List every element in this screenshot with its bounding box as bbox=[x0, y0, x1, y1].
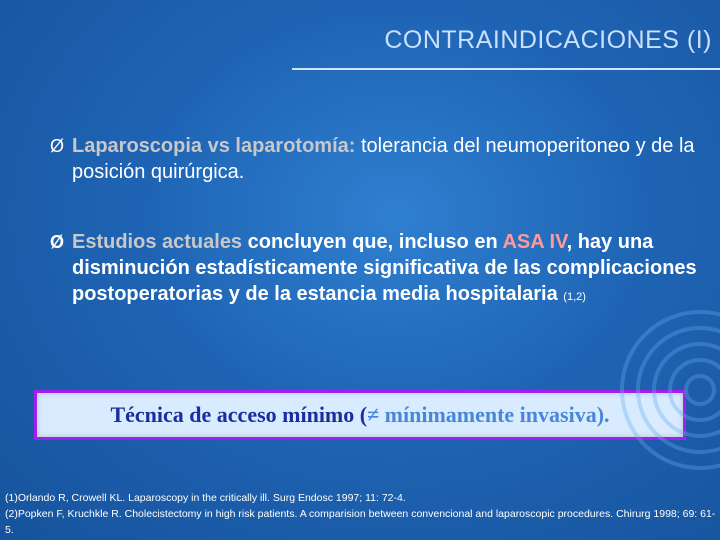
ripple-decoration-icon bbox=[580, 310, 720, 470]
callout-text-1: Técnica de acceso mínimo ( bbox=[110, 402, 368, 427]
bullet-2-body-1: concluyen que, incluso en bbox=[242, 231, 503, 253]
arrow-bullet-icon: Ø bbox=[50, 232, 65, 252]
bullet-item-1 bbox=[50, 133, 700, 185]
bullet-2-body-2: , hay una disminución estadísticamente significativa de las complicaciones postoperatorias y de la estancia media hospitalaria bbox=[72, 231, 697, 305]
bullet-2-citation: (1,2) bbox=[563, 291, 586, 303]
bullet-2-highlight-asa: ASA IV bbox=[502, 231, 567, 253]
bullet-text-2 bbox=[72, 229, 700, 310]
bullet-item-2 bbox=[50, 229, 700, 310]
references bbox=[5, 490, 717, 538]
bullet-text-1 bbox=[72, 133, 700, 185]
slide-title: CONTRAINDICACIONES (I) bbox=[384, 26, 712, 54]
bullet-2-highlight-1: Estudios actuales bbox=[72, 231, 243, 253]
arrow-bullet-icon: Ø bbox=[50, 136, 65, 156]
bullet-1-highlight: Laparoscopia vs laparotomía: bbox=[72, 135, 356, 157]
reference-2: (2)Popken F, Kruchkle R. Cholecistectomy in high risk patients. A comparision between convencional and laparoscopic procedures. Chirurg 1998; 69: 61-5. bbox=[5, 508, 716, 536]
reference-1: (1)Orlando R, Crowell KL. Laparoscopy in the critically ill. Surg Endosc 1997; 11: 72-4. bbox=[5, 492, 406, 504]
title-underline bbox=[292, 68, 720, 70]
bullet-1-body: tolerancia del neumoperitoneo y de la posición quirúrgica. bbox=[72, 135, 695, 183]
callout-text-2: ≠ mínimamente invasiva). bbox=[367, 402, 610, 427]
